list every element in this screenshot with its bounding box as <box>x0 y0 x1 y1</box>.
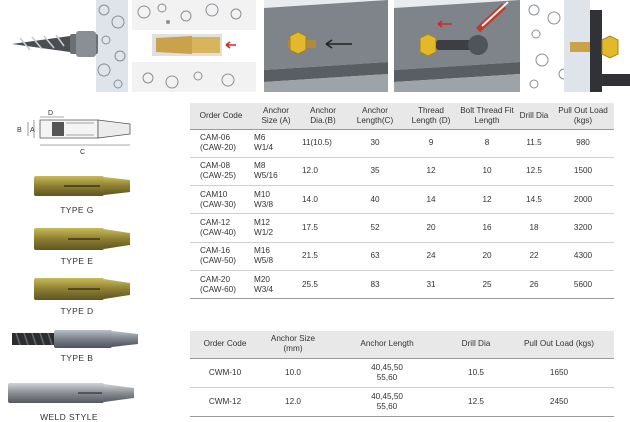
pull-out-load: 2000 <box>573 194 593 204</box>
anchor-size: M20 <box>254 274 270 284</box>
drill-dia: 10.5 <box>468 367 484 377</box>
dim-label-c: C <box>80 149 86 156</box>
header-anchor-length: Anchor Length <box>360 339 414 349</box>
drill-dia: 12.5 <box>468 396 484 406</box>
product-type-b-image <box>12 328 142 350</box>
drill-dia: 11.5 <box>526 138 542 148</box>
alt-code: (CAW-25) <box>200 171 236 181</box>
anchor-size: 10.0 <box>285 367 301 377</box>
product-type-e-image <box>34 226 134 252</box>
thread-length: 31 <box>426 279 436 289</box>
bolt-thread-length: 16 <box>482 223 492 233</box>
anchor-size-inch: W1/4 <box>254 143 274 153</box>
thread-length: 12 <box>426 166 436 176</box>
step-insert-image <box>132 0 256 92</box>
header-drill-dia: Drill Dia <box>519 110 549 120</box>
anchor-size: M10 <box>254 189 270 199</box>
table-row <box>190 129 614 157</box>
anchor-length-extra: 55,60 <box>376 372 398 382</box>
header-thread-length: Thread Length (D) <box>411 105 451 125</box>
anchor-size: M8 <box>254 161 266 171</box>
anchor-length: 35 <box>370 166 380 176</box>
anchor-size-inch: W1/2 <box>254 228 274 238</box>
bolt-thread-length: 20 <box>482 251 492 261</box>
anchor-length: 40,45,50 <box>371 362 403 372</box>
product-type-e-label: TYPE E <box>60 256 94 266</box>
anchor-size: 12.0 <box>285 396 301 406</box>
dim-label-a: A <box>30 127 35 134</box>
bolt-thread-length: 10 <box>482 166 492 176</box>
drill-dia: 14.5 <box>526 194 542 204</box>
header-drill-dia: Drill Dia <box>461 339 491 349</box>
pull-out-load: 1500 <box>573 166 593 176</box>
bolt-thread-length: 25 <box>482 279 492 289</box>
product-type-b-label: TYPE B <box>60 353 94 363</box>
product-weld-style-label: WELD STYLE <box>40 412 98 422</box>
product-type-g-image <box>34 174 134 198</box>
product-type-g-label: TYPE G <box>60 205 94 215</box>
bolt-thread-length: 8 <box>484 138 490 148</box>
anchor-dia: 14.0 <box>302 194 318 204</box>
thread-length: 20 <box>426 223 436 233</box>
dimension-diagram <box>14 108 144 158</box>
thread-length: 9 <box>428 138 434 148</box>
cwm-spec-table <box>190 331 614 417</box>
anchor-dia: 12.0 <box>302 166 318 176</box>
table-row <box>190 214 614 242</box>
table-row <box>190 270 614 298</box>
anchor-length: 63 <box>370 251 380 261</box>
order-code: CAM10 <box>200 189 228 199</box>
table-row <box>190 358 614 387</box>
anchor-dia: 25.5 <box>302 279 318 289</box>
header-anchor-dia: Anchor Dia.(B) <box>310 105 336 125</box>
anchor-size: M16 <box>254 246 270 256</box>
anchor-size: M6 <box>254 133 266 143</box>
anchor-length: 52 <box>370 223 380 233</box>
anchor-size-inch: W3/8 <box>254 199 274 209</box>
order-code: CAM-12 <box>200 218 231 228</box>
product-weld-style-image <box>8 380 138 406</box>
table-row <box>190 242 614 270</box>
thread-length: 24 <box>426 251 436 261</box>
header-anchor-size: Anchor Size (mm) <box>270 334 316 354</box>
dim-label-b: B <box>17 127 22 134</box>
step-set-image <box>394 0 520 92</box>
pull-out-load: 5600 <box>573 279 593 289</box>
alt-code: (CAW-60) <box>200 284 236 294</box>
anchor-size-inch: W5/8 <box>254 256 274 266</box>
order-code: CWM-10 <box>208 367 242 377</box>
dim-label-d: D <box>48 110 54 117</box>
order-code: CWM-12 <box>208 396 242 406</box>
header-anchor-length: Anchor Length(C) <box>356 105 394 125</box>
table-row <box>190 387 614 416</box>
pull-out-load: 3200 <box>573 223 593 233</box>
alt-code: (CAW-40) <box>200 228 236 238</box>
anchor-length-extra: 55,60 <box>376 401 398 411</box>
header-pull-out-load: Pull Out Load (kgs) <box>558 105 608 125</box>
step-drill-image <box>0 0 128 92</box>
header-anchor-size: Anchor Size (A) <box>261 105 291 125</box>
table-header-row <box>190 103 614 129</box>
header-order-code: Order Code <box>203 339 247 349</box>
order-code: CAM-16 <box>200 246 231 256</box>
table-row <box>190 186 614 214</box>
pull-out-load: 2450 <box>549 396 569 406</box>
anchor-size-inch: W3/4 <box>254 284 274 294</box>
drill-dia: 12.5 <box>526 166 542 176</box>
alt-code: (CAW-20) <box>200 143 236 153</box>
order-code: CAM-08 <box>200 161 231 171</box>
drill-dia: 18 <box>529 223 539 233</box>
anchor-dia: 17.5 <box>302 223 318 233</box>
anchor-length: 30 <box>370 138 380 148</box>
pull-out-load: 1650 <box>549 367 569 377</box>
alt-code: (CAW-30) <box>200 199 236 209</box>
anchor-dia: 11(10.5) <box>302 138 332 148</box>
anchor-length: 83 <box>370 279 380 289</box>
thread-length: 14 <box>426 194 436 204</box>
header-pull-out-load: Pull Out Load (kgs) <box>523 339 595 349</box>
bolt-thread-length: 12 <box>482 194 492 204</box>
cam-spec-table <box>190 103 614 299</box>
step-fasten-image <box>264 0 388 92</box>
anchor-length: 40,45,50 <box>371 391 403 401</box>
drill-dia: 22 <box>529 251 539 261</box>
order-code: CAM-20 <box>200 274 231 284</box>
anchor-length: 40 <box>370 194 380 204</box>
product-type-d-label: TYPE D <box>60 306 94 316</box>
anchor-size: M12 <box>254 218 270 228</box>
anchor-size-inch: W5/16 <box>254 171 278 181</box>
order-code: CAM-06 <box>200 133 231 143</box>
header-order-code: Order Code <box>199 110 243 120</box>
step-complete-image <box>524 0 630 92</box>
installation-steps <box>0 0 630 92</box>
header-bolt-thread: Bolt Thread Fit Length <box>460 105 514 125</box>
product-type-d-image <box>34 276 134 302</box>
alt-code: (CAW-50) <box>200 256 236 266</box>
anchor-dia: 21.5 <box>302 251 318 261</box>
drill-dia: 26 <box>529 279 539 289</box>
pull-out-load: 980 <box>576 138 590 148</box>
pull-out-load: 4300 <box>573 251 593 261</box>
table-row <box>190 157 614 185</box>
table-header-row <box>190 331 614 358</box>
